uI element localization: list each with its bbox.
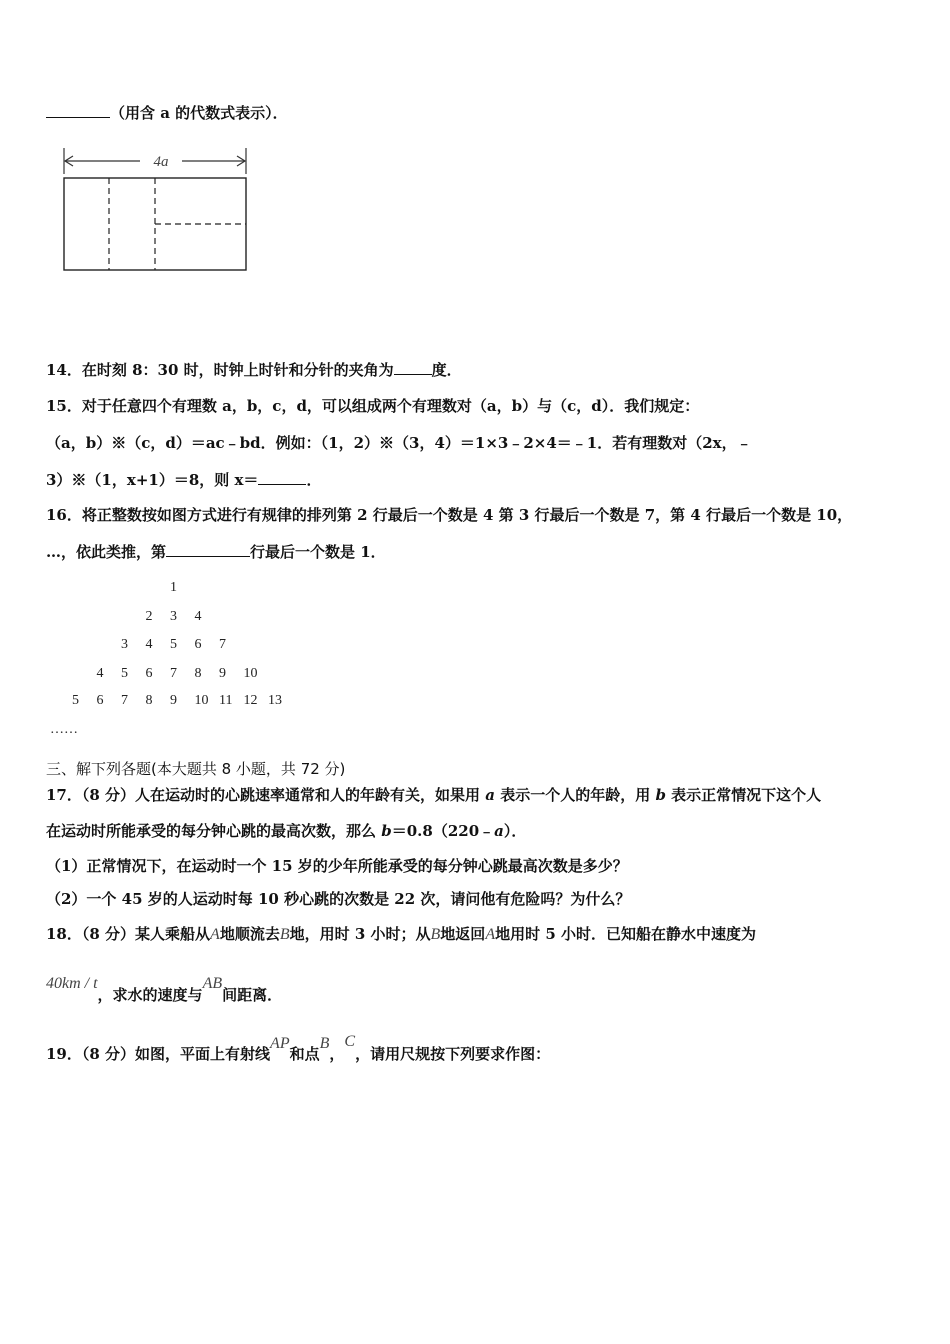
- answer-blank-14: [394, 360, 432, 375]
- q19-text-3: ，: [329, 1045, 345, 1063]
- triangle-number: 5: [72, 693, 79, 708]
- q19-text-2: 和点: [289, 1045, 320, 1063]
- point-A: A: [210, 926, 220, 943]
- question-14: [46, 360, 462, 380]
- q17-text-b: 表示一个人的年龄，用: [495, 786, 656, 804]
- question-17-part1: （1）正常情况下，在运动时一个 15 岁的少年所能承受的每分钟心跳最高次数是多少？: [46, 857, 628, 875]
- q18-text-7: 间距离．: [222, 986, 283, 1004]
- triangle-number: 6: [145, 666, 153, 681]
- q18-text-2: 地顺流去: [219, 925, 280, 943]
- q18-text-3: 地，用时 3 小时；从: [289, 925, 431, 943]
- q15-line3-text: 3）※（1，x+1）＝8，则 x＝: [46, 471, 259, 489]
- triangle-number: 7: [170, 666, 177, 681]
- triangle-number: 3: [121, 637, 128, 652]
- q17-formula: ＝0.8（220﹣: [391, 822, 495, 840]
- q19-text-4: ，请用尺规按下列要求作图：: [355, 1045, 551, 1063]
- triangle-number: 9: [219, 666, 226, 681]
- triangle-number: 5: [121, 666, 128, 681]
- triangle-number: 4: [96, 666, 104, 681]
- q14-suffix: 度．: [431, 361, 462, 379]
- question-15-line3: [46, 470, 321, 490]
- q17-text-c: 表示正常情况下这个人: [665, 786, 822, 804]
- question-17-line2: [46, 821, 526, 841]
- question-18-line1: [46, 924, 756, 945]
- answer-blank-16: [166, 542, 250, 557]
- triangle-number: 6: [194, 637, 202, 652]
- q13-tail-line: [46, 103, 288, 123]
- question-15-line2: （a，b）※（c，d）＝ac﹣bd．例如：（1，2）※（3，4）＝1×3﹣2×4＝﹣1．若有理数对（2x，﹣: [46, 434, 752, 452]
- point-C: C: [344, 1033, 356, 1050]
- question-17-part2: （2）一个 45 岁的人运动时每 10 秒心跳的次数是 22 次，请问他有危险吗？为什么？: [46, 890, 631, 908]
- q15-line3-suffix: ．: [306, 471, 322, 489]
- triangle-number: 4: [145, 637, 153, 652]
- q18-text-5: 地用时 5 小时．已知船在静水中速度为: [495, 925, 756, 943]
- triangle-number: 3: [170, 609, 177, 624]
- figure-label-4a: 4a: [153, 154, 169, 170]
- triangle-number: 11: [219, 693, 233, 708]
- triangle-number: 10: [194, 693, 209, 708]
- var-a: a: [485, 786, 495, 804]
- point-B: B: [319, 1035, 330, 1052]
- question-15-line1: 15．对于任意四个有理数 a，b，c，d，可以组成两个有理数对（a，b）与（c，d）．我们规定：: [46, 397, 700, 415]
- question-17-line1: [46, 785, 821, 805]
- answer-blank-13: [46, 103, 110, 118]
- q13-tail-text: （用含 a 的代数式表示）．: [110, 104, 288, 122]
- triangle-number: 7: [219, 637, 226, 652]
- triangle-number: 7: [121, 693, 128, 708]
- answer-blank-15: [258, 470, 306, 485]
- question-18-line2: [46, 975, 283, 1006]
- triangle-number: 4: [194, 609, 202, 624]
- q18-text-6: ，求水的速度与: [97, 986, 203, 1004]
- q19-text-1: 19．（8 分）如图，平面上有射线: [46, 1045, 271, 1063]
- q16-line2-text: …，依此类推，第: [46, 543, 167, 561]
- question-19: [46, 1033, 551, 1065]
- figure-rectangle-4a: [55, 146, 255, 276]
- triangle-number: 2: [145, 609, 153, 624]
- speed-40kmt: 40km / t: [46, 975, 98, 992]
- q16-line2-suffix: 行最后一个数是 1．: [250, 543, 386, 561]
- q14-text: 14．在时刻 8：30 时，时钟上时针和分针的夹角为: [46, 361, 394, 379]
- triangle-number: 1: [170, 580, 177, 595]
- triangle-number: 5: [170, 637, 177, 652]
- q17-formula-end: ）．: [503, 822, 527, 840]
- q17-text-d: 在运动时所能承受的每分钟心跳的最高次数，那么: [46, 822, 382, 840]
- triangle-number: 8: [145, 693, 153, 708]
- triangle-number: 8: [194, 666, 202, 681]
- var-b: b: [381, 822, 392, 840]
- point-B: B: [430, 926, 441, 943]
- q17-text-a: 17．（8 分）人在运动时的心跳速率通常和人的年龄有关，如果用: [46, 786, 486, 804]
- question-16-line1: 16．将正整数按如图方式进行有规律的排列第 2 行最后一个数是 4 第 3 行最后一个数是 7，第 4 行最后一个数是 10，: [46, 506, 853, 524]
- triangle-number: 6: [96, 693, 104, 708]
- question-16-line2: [46, 542, 386, 562]
- point-A: A: [485, 926, 496, 943]
- triangle-number: 10: [243, 666, 258, 681]
- triangle-number: 13: [268, 693, 282, 708]
- q18-text-1: 18．（8 分）某人乘船从: [46, 925, 211, 943]
- segment-AB: AB: [202, 975, 223, 992]
- section-3-heading: 三、解下列各题(本大题共 8 小题，共 72 分): [46, 760, 346, 778]
- triangle-number: 9: [170, 693, 177, 708]
- ray-AP: AP: [270, 1035, 290, 1052]
- triangle-ellipsis: ……: [50, 722, 78, 737]
- q18-text-4: 地返回: [440, 925, 486, 943]
- var-a: a: [494, 822, 504, 840]
- point-B: B: [279, 926, 290, 943]
- var-b: b: [655, 786, 666, 804]
- triangle-number: 12: [243, 693, 258, 708]
